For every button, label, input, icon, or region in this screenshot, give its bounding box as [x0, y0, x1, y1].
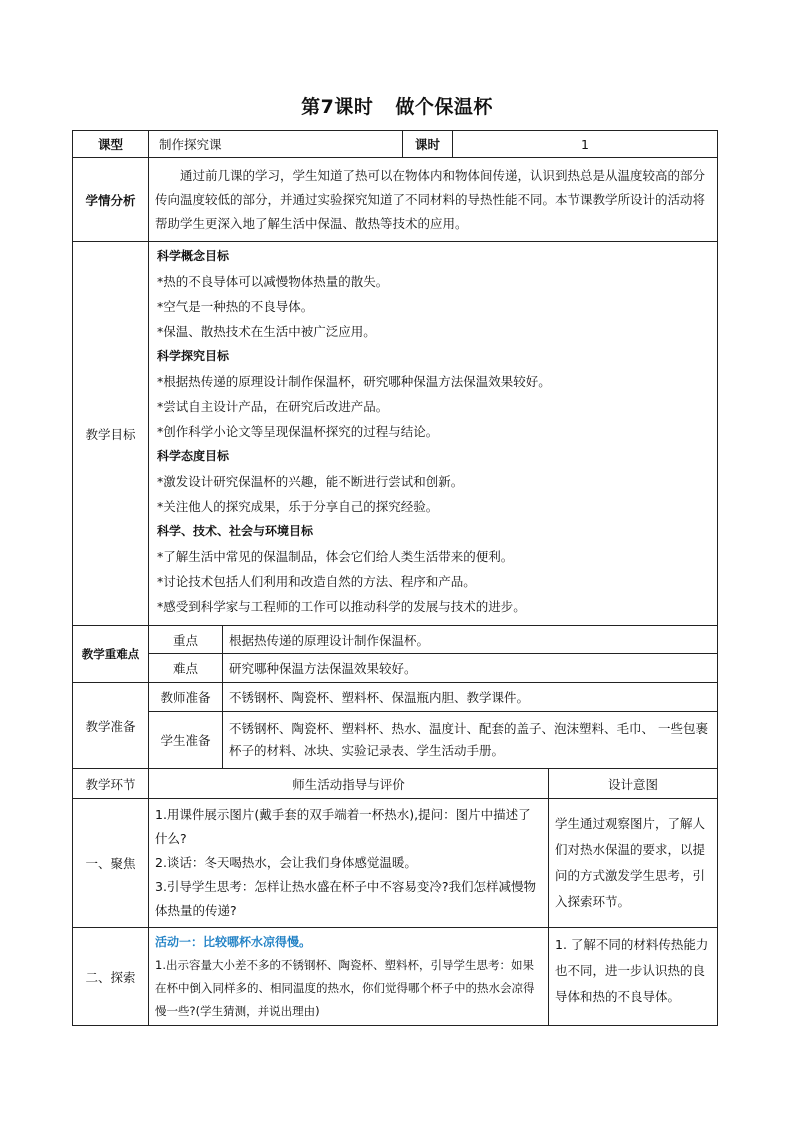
title-main: 做个保温杯: [395, 96, 493, 118]
stage1-item: 2.谈话：冬天喝热水，会让我们身体感觉温暖。: [155, 855, 417, 870]
key-label: 重点: [149, 626, 223, 654]
teacher-prep-row: [73, 683, 718, 712]
stage2-label: 二、探索: [73, 928, 149, 1026]
student-prep-label: 学生准备: [149, 712, 223, 769]
concept-goal-item: *热的不良导体可以减慢物体热量的散失。: [157, 274, 389, 289]
analysis-row: [73, 158, 718, 242]
keypoints-label: 教学重难点: [73, 626, 149, 683]
analysis-text: 通过前几课的学习，学生知道了热可以在物体内和物体间传递，认识到热总是从温度较高的部分传向温度较低的部分，并通过实验探究知道了不同材料的导热性能不同。本节课教学所设计的活动将帮助学生更深入地了解生活中保温、散热等技术的应用。: [149, 158, 718, 242]
hours-value: 1: [453, 131, 718, 158]
inquiry-goal-item: *根据热传递的原理设计制作保温杯，研究哪种保温方法保温效果较好。: [157, 374, 551, 389]
stage2-activity-title: 活动一：比较哪杯水凉得慢。: [155, 935, 312, 949]
attitude-goal-item: *关注他人的探究成果，乐于分享自己的探究经验。: [157, 499, 439, 514]
page-title: [0, 92, 794, 119]
stage1-item: 1.用课件展示图片(戴手套的双手端着一杯热水),提问：图片中描述了什么?: [155, 807, 531, 846]
stage2-item: 1.出示容量大小差不多的不锈钢杯、陶瓷杯、塑料杯，引导学生思考：如果在杯中倒入同样多的、相同温度的热水，你们觉得哪个杯子中的热水会凉得慢一些?(学生猜测，并说出理由): [155, 958, 535, 1018]
type-label: 课型: [73, 131, 149, 158]
difficulty-row: [73, 654, 718, 683]
prep-label: 教学准备: [73, 683, 149, 769]
sts-goal-item: *了解生活中常见的保温制品，体会它们给人类生活带来的便利。: [157, 549, 514, 564]
stage1-intent: 学生通过观察图片，了解人们对热水保温的要求，以提问的方式激发学生思考，引入探索环节。: [549, 799, 718, 928]
hard-label: 难点: [149, 654, 223, 683]
inquiry-goal-item: *创作科学小论文等呈现保温杯探究的过程与结论。: [157, 424, 439, 439]
keypoint-row: [73, 626, 718, 654]
stage-header: 教学环节: [73, 769, 149, 799]
concept-goal-item: *保温、散热技术在生活中被广泛应用。: [157, 324, 376, 339]
goals-row: [73, 242, 718, 626]
hours-label: 课时: [403, 131, 453, 158]
type-value: 制作探究课: [149, 131, 403, 158]
concept-goal-title: 科学概念目标: [157, 249, 230, 263]
stage1-row: [73, 799, 718, 928]
sts-goal-title: 科学、技术、社会与环境目标: [157, 524, 314, 538]
attitude-goal-title: 科学态度目标: [157, 449, 230, 463]
goals-content: [149, 242, 718, 626]
inquiry-goal-item: *尝试自主设计产品，在研究后改进产品。: [157, 399, 389, 414]
teacher-prep-label: 教师准备: [149, 683, 223, 712]
key-value: 根据热传递的原理设计制作保温杯。: [223, 626, 718, 654]
goals-label: 教学目标: [73, 242, 149, 626]
stage1-item: 3.引导学生思考：怎样让热水盛在杯子中不容易变冷?我们怎样减慢物体热量的传递?: [155, 879, 537, 918]
lesson-plan-table: [72, 130, 718, 1026]
student-prep-row: [73, 712, 718, 769]
analysis-label: 学情分析: [73, 158, 149, 242]
sts-goal-item: *感受到科学家与工程师的工作可以推动科学的发展与技术的进步。: [157, 599, 526, 614]
stage1-activities: [149, 799, 549, 928]
inquiry-goal-title: 科学探究目标: [157, 349, 230, 363]
concept-goal-item: *空气是一种热的不良导体。: [157, 299, 314, 314]
student-prep-value: 不锈钢杯、陶瓷杯、塑料杯、热水、温度计、配套的盖子、泡沫塑料、毛巾、 一些包裹杯子的材料、冰块、实验记录表、学生活动手册。: [223, 712, 718, 769]
hard-value: 研究哪种保温方法保温效果较好。: [223, 654, 718, 683]
teacher-prep-value: 不锈钢杯、陶瓷杯、塑料杯、保温瓶内胆、教学课件。: [223, 683, 718, 712]
process-header-row: [73, 769, 718, 799]
intent-header: 设计意图: [549, 769, 718, 799]
attitude-goal-item: *激发设计研究保温杯的兴趣，能不断进行尝试和创新。: [157, 474, 464, 489]
sts-goal-item: *讨论技术包括人们利用和改造自然的方法、程序和产品。: [157, 574, 476, 589]
stage1-label: 一、聚焦: [73, 799, 149, 928]
stage2-row: [73, 928, 718, 1026]
stage2-intent: 1. 了解不同的材料传热能力也不同，进一步认识热的良导体和热的不良导体。: [549, 928, 718, 1026]
activity-header: 师生活动指导与评价: [149, 769, 549, 799]
stage2-activities: [149, 928, 549, 1026]
type-row: [73, 131, 718, 158]
title-prefix: 第7课时: [301, 96, 374, 118]
